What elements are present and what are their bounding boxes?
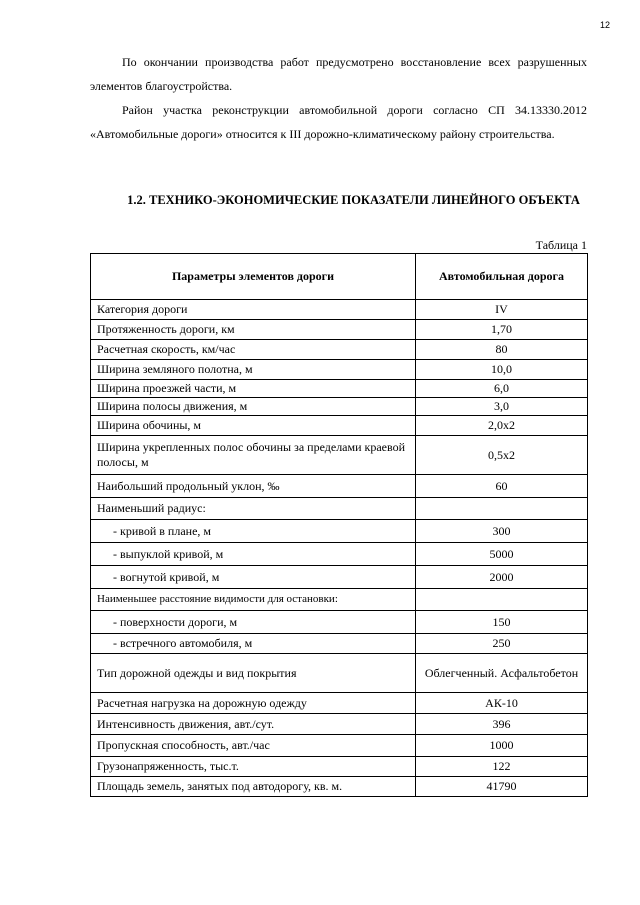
param-cell: Тип дорожной одежды и вид покрытия [91, 654, 416, 693]
param-cell: Наибольший продольный уклон, ‰ [91, 475, 416, 498]
page-number: 12 [599, 20, 610, 30]
table-row [91, 498, 588, 520]
param-cell: Протяженность дороги, км [91, 320, 416, 340]
table-row [91, 436, 588, 475]
param-cell: Расчетная скорость, км/час [91, 340, 416, 360]
value-cell: 150 [416, 611, 588, 634]
param-cell: Грузонапряженность, тыс.т. [91, 757, 416, 777]
value-cell: 41790 [416, 777, 588, 797]
table-row [91, 777, 588, 797]
param-cell: - выпуклой кривой, м [91, 543, 416, 566]
param-cell: Ширина проезжей части, м [91, 380, 416, 398]
value-cell: АК-10 [416, 693, 588, 714]
value-cell: 122 [416, 757, 588, 777]
header-road: Автомобильная дорога [416, 254, 588, 300]
param-cell: - вогнутой кривой, м [91, 566, 416, 589]
value-cell: 10,0 [416, 360, 588, 380]
param-cell: Ширина укрепленных полос обочины за пределами краевой полосы, м [91, 436, 416, 475]
param-cell: Категория дороги [91, 300, 416, 320]
table-row [91, 520, 588, 543]
value-cell: 6,0 [416, 380, 588, 398]
value-cell: 80 [416, 340, 588, 360]
table-row [91, 475, 588, 498]
table-row [91, 398, 588, 416]
value-cell: 0,5х2 [416, 436, 588, 475]
value-cell: 3,0 [416, 398, 588, 416]
param-cell: Площадь земель, занятых под автодорогу, кв. м. [91, 777, 416, 797]
param-cell: Ширина полосы движения, м [91, 398, 416, 416]
table-row [91, 380, 588, 398]
param-cell: Наименьшее расстояние видимости для остановки: [91, 589, 416, 611]
header-parameters: Параметры элементов дороги [91, 254, 416, 300]
param-cell: Расчетная нагрузка на дорожную одежду [91, 693, 416, 714]
table-header-row [91, 254, 588, 300]
table-row [91, 300, 588, 320]
value-cell: 5000 [416, 543, 588, 566]
param-cell: Интенсивность движения, авт./сут. [91, 714, 416, 735]
table-caption: Таблица 1 [535, 238, 587, 252]
table-row [91, 360, 588, 380]
value-cell: IV [416, 300, 588, 320]
table-row [91, 566, 588, 589]
value-cell: 250 [416, 634, 588, 654]
table-row [91, 757, 588, 777]
value-cell: 2000 [416, 566, 588, 589]
param-cell: Ширина земляного полотна, м [91, 360, 416, 380]
value-cell: 396 [416, 714, 588, 735]
table-row [91, 320, 588, 340]
table-row [91, 654, 588, 693]
param-cell: Пропускная способность, авт./час [91, 735, 416, 757]
table-row [91, 340, 588, 360]
value-cell: 2,0х2 [416, 416, 588, 436]
value-cell [416, 589, 588, 611]
param-cell: Наименьший радиус: [91, 498, 416, 520]
table-row [91, 634, 588, 654]
param-cell: - кривой в плане, м [91, 520, 416, 543]
paragraph-climate-zone: Район участка реконструкции автомобильной дороги согласно СП 34.13330.2012 «Автомобильные дороги» относится к III дорожно-климатическому району строительства. [90, 103, 587, 141]
value-cell: 300 [416, 520, 588, 543]
section-title: 1.2. ТЕХНИКО-ЭКОНОМИЧЕСКИЕ ПОКАЗАТЕЛИ ЛИНЕЙНОГО ОБЪЕКТА [127, 193, 580, 207]
value-cell: 1000 [416, 735, 588, 757]
table-row [91, 714, 588, 735]
road-parameters-table [90, 253, 588, 797]
param-cell: - поверхности дороги, м [91, 611, 416, 634]
table-row [91, 589, 588, 611]
table-row [91, 611, 588, 634]
value-cell: Облегченный. Асфальтобетон [416, 654, 588, 693]
table-row [91, 735, 588, 757]
param-cell: - встречного автомобиля, м [91, 634, 416, 654]
table-row [91, 693, 588, 714]
value-cell [416, 498, 588, 520]
value-cell: 60 [416, 475, 588, 498]
table-row [91, 543, 588, 566]
value-cell: 1,70 [416, 320, 588, 340]
paragraph-restoration: По окончании производства работ предусмотрено восстановление всех разрушенных элементов благоустройства. [90, 55, 587, 93]
param-cell: Ширина обочины, м [91, 416, 416, 436]
table-row [91, 416, 588, 436]
